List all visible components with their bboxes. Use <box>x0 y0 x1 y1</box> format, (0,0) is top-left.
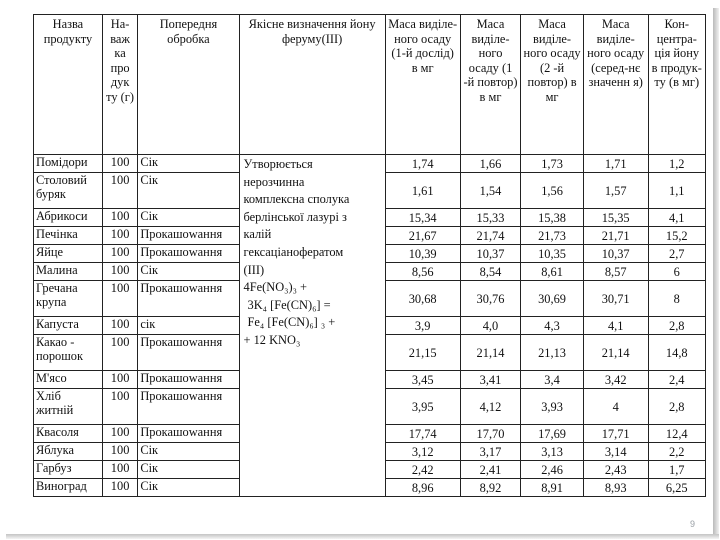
product-prep: Прокашowання <box>138 245 239 263</box>
concentration: 15,2 <box>648 227 705 245</box>
mass-1: 21,15 <box>385 335 460 371</box>
product-name: Печінка <box>34 227 103 245</box>
header-prep: Попередня обробка <box>138 15 239 155</box>
concentration: 1,1 <box>648 173 705 209</box>
mass-1: 8,56 <box>385 263 460 281</box>
mass-2: 4,0 <box>460 317 521 335</box>
page-number: 9 <box>690 519 696 529</box>
product-prep: Прокашowання <box>138 389 239 425</box>
concentration: 6 <box>648 263 705 281</box>
qualitative-line: (ІІІ) <box>243 262 265 277</box>
mass-1: 15,34 <box>385 209 460 227</box>
header-mass-3: Маса виділе-ного осаду (2 -й повтор) в мг <box>521 15 584 155</box>
mass-3: 30,69 <box>521 281 584 317</box>
mass-3: 1,73 <box>521 155 584 173</box>
qualitative-line: калій <box>243 227 272 242</box>
qualitative-cell <box>239 155 385 497</box>
mass-1: 3,45 <box>385 371 460 389</box>
qualitative-line: берлінської лазурі з <box>243 209 347 224</box>
product-name: Какао - порошок <box>34 335 103 371</box>
mass-1: 10,39 <box>385 245 460 263</box>
mass-avg: 8,93 <box>583 479 648 497</box>
mass-1: 3,9 <box>385 317 460 335</box>
product-prep: Сік <box>138 479 239 497</box>
mass-1: 1,61 <box>385 173 460 209</box>
product-amount: 100 <box>102 173 137 209</box>
product-prep: Прокашowання <box>138 371 239 389</box>
header-name: Назва продукту <box>34 15 103 155</box>
mass-1: 30,68 <box>385 281 460 317</box>
header-row <box>34 15 706 155</box>
product-name: Малина <box>34 263 103 281</box>
header-concentration: Кон-центра-ція йону в продук-ту (в мг) <box>648 15 705 155</box>
product-amount: 100 <box>102 209 137 227</box>
concentration: 2,8 <box>648 389 705 425</box>
concentration: 1,7 <box>648 461 705 479</box>
concentration: 1,2 <box>648 155 705 173</box>
mass-avg: 21,71 <box>583 227 648 245</box>
mass-2: 15,33 <box>460 209 521 227</box>
concentration: 12,4 <box>648 425 705 443</box>
header-amount: На-важ ка про дук ту (г) <box>102 15 137 155</box>
header-qualitative: Якісне визначення йону феруму(ІІІ) <box>239 15 385 155</box>
product-amount: 100 <box>102 461 137 479</box>
product-name: Яйце <box>34 245 103 263</box>
mass-2: 4,12 <box>460 389 521 425</box>
product-prep: Прокашowання <box>138 227 239 245</box>
product-amount: 100 <box>102 263 137 281</box>
mass-avg: 17,71 <box>583 425 648 443</box>
mass-1: 17,74 <box>385 425 460 443</box>
product-name: Виноград <box>34 479 103 497</box>
equation-line: Fe₄ [Fe(CN)₆] ₃ + <box>247 315 336 330</box>
equation-line: 3K₄ [Fe(CN)₆] = <box>247 297 331 312</box>
results-table <box>33 14 706 497</box>
concentration: 2,2 <box>648 443 705 461</box>
product-prep: Сік <box>138 155 239 173</box>
mass-3: 21,73 <box>521 227 584 245</box>
concentration: 2,4 <box>648 371 705 389</box>
mass-1: 8,96 <box>385 479 460 497</box>
mass-3: 15,38 <box>521 209 584 227</box>
product-prep: Прокашowання <box>138 335 239 371</box>
product-name: Гарбуз <box>34 461 103 479</box>
product-name: Гречана крупа <box>34 281 103 317</box>
mass-3: 1,56 <box>521 173 584 209</box>
mass-1: 3,95 <box>385 389 460 425</box>
product-prep: Сік <box>138 173 239 209</box>
mass-avg: 4,1 <box>583 317 648 335</box>
product-amount: 100 <box>102 245 137 263</box>
mass-3: 21,13 <box>521 335 584 371</box>
mass-2: 17,70 <box>460 425 521 443</box>
mass-3: 3,13 <box>521 443 584 461</box>
product-prep: Прокашowання <box>138 281 239 317</box>
mass-2: 30,76 <box>460 281 521 317</box>
product-name: Хліб житній <box>34 389 103 425</box>
product-prep: Прокашowання <box>138 425 239 443</box>
equation-line: 4Fe(NO₃)₃ + <box>243 280 307 295</box>
mass-avg: 1,71 <box>583 155 648 173</box>
product-amount: 100 <box>102 371 137 389</box>
qualitative-line: гексаціанофератом <box>243 244 344 259</box>
mass-3: 4,3 <box>521 317 584 335</box>
product-prep: Сік <box>138 461 239 479</box>
mass-avg: 3,14 <box>583 443 648 461</box>
mass-avg: 10,37 <box>583 245 648 263</box>
concentration: 6,25 <box>648 479 705 497</box>
product-amount: 100 <box>102 317 137 335</box>
product-name: Яблука <box>34 443 103 461</box>
product-name: М'ясо <box>34 371 103 389</box>
product-amount: 100 <box>102 335 137 371</box>
product-prep: Сік <box>138 443 239 461</box>
mass-3: 3,93 <box>521 389 584 425</box>
product-name: Столовий буряк <box>34 173 103 209</box>
mass-1: 21,67 <box>385 227 460 245</box>
mass-2: 3,41 <box>460 371 521 389</box>
product-name: Квасоля <box>34 425 103 443</box>
mass-avg: 2,43 <box>583 461 648 479</box>
product-name: Капуста <box>34 317 103 335</box>
page-shadow-bottom <box>6 534 719 539</box>
concentration: 4,1 <box>648 209 705 227</box>
mass-2: 1,66 <box>460 155 521 173</box>
mass-2: 21,74 <box>460 227 521 245</box>
mass-avg: 4 <box>583 389 648 425</box>
product-amount: 100 <box>102 479 137 497</box>
qualitative-line: комплексна сполука <box>243 192 350 207</box>
mass-1: 2,42 <box>385 461 460 479</box>
table-row <box>34 155 706 173</box>
mass-2: 2,41 <box>460 461 521 479</box>
mass-3: 2,46 <box>521 461 584 479</box>
product-prep: сік <box>138 317 239 335</box>
product-amount: 100 <box>102 425 137 443</box>
product-amount: 100 <box>102 389 137 425</box>
qualitative-line: нерозчинна <box>243 174 305 189</box>
mass-2: 3,17 <box>460 443 521 461</box>
mass-3: 3,4 <box>521 371 584 389</box>
mass-3: 10,35 <box>521 245 584 263</box>
qualitative-line: Утворюється <box>243 157 313 171</box>
concentration: 2,7 <box>648 245 705 263</box>
mass-avg: 3,42 <box>583 371 648 389</box>
mass-3: 8,91 <box>521 479 584 497</box>
concentration: 2,8 <box>648 317 705 335</box>
product-name: Абрикоси <box>34 209 103 227</box>
concentration: 8 <box>648 281 705 317</box>
mass-2: 1,54 <box>460 173 521 209</box>
product-prep: Сік <box>138 263 239 281</box>
mass-1: 3,12 <box>385 443 460 461</box>
product-amount: 100 <box>102 155 137 173</box>
mass-3: 17,69 <box>521 425 584 443</box>
equation-line: + 12 KNO₃ <box>243 332 301 347</box>
mass-2: 10,37 <box>460 245 521 263</box>
mass-avg: 8,57 <box>583 263 648 281</box>
header-mass-avg: Маса виділе-ного осаду (серед-нє значенн я) <box>583 15 648 155</box>
mass-2: 8,92 <box>460 479 521 497</box>
mass-avg: 30,71 <box>583 281 648 317</box>
product-amount: 100 <box>102 227 137 245</box>
mass-2: 21,14 <box>460 335 521 371</box>
mass-2: 8,54 <box>460 263 521 281</box>
product-amount: 100 <box>102 443 137 461</box>
mass-3: 8,61 <box>521 263 584 281</box>
mass-1: 1,74 <box>385 155 460 173</box>
product-name: Помідори <box>34 155 103 173</box>
header-mass-2: Маса виділе-ного осаду (1 -й повтор) в мг <box>460 15 521 155</box>
header-mass-1: Маса виділе-ного осаду (1-й дослід) в мг <box>385 15 460 155</box>
product-amount: 100 <box>102 281 137 317</box>
mass-avg: 21,14 <box>583 335 648 371</box>
mass-avg: 15,35 <box>583 209 648 227</box>
mass-avg: 1,57 <box>583 173 648 209</box>
page-shadow <box>713 8 719 538</box>
concentration: 14,8 <box>648 335 705 371</box>
product-prep: Сік <box>138 209 239 227</box>
